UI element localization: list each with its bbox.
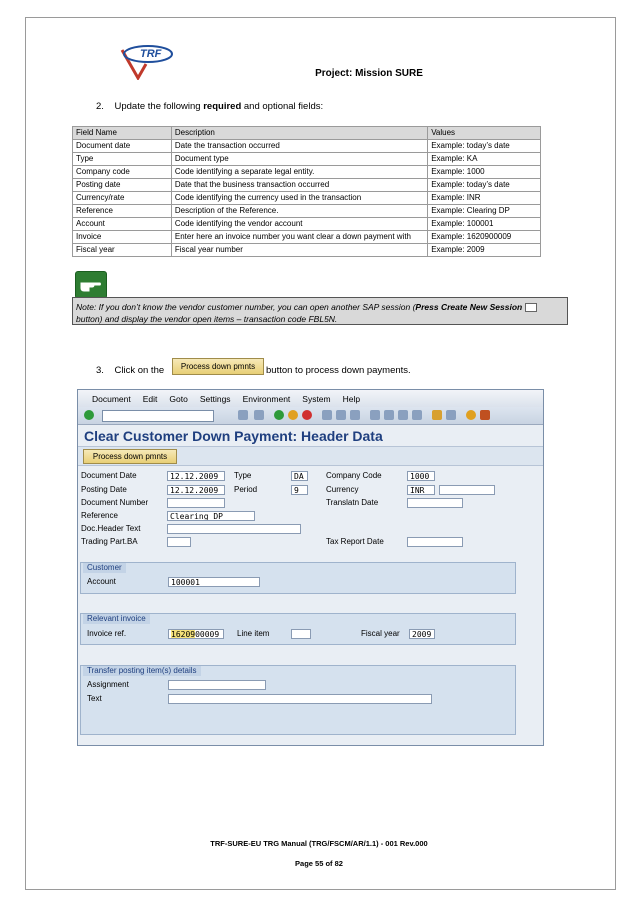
currency-input[interactable]: INR	[407, 485, 435, 495]
invoice-ref-label: Invoice ref.	[87, 629, 127, 638]
note-text-bold: Press Create New Session	[415, 302, 523, 312]
table-cell: Description of the Reference.	[171, 205, 427, 218]
tax-report-date-input[interactable]	[407, 537, 463, 547]
table-row	[73, 192, 541, 205]
table-cell: Example: today’s date	[428, 140, 541, 153]
process-down-pmnts-button-image: Process down pmnts	[172, 358, 264, 375]
invoice-ref-highlight: 16209	[171, 630, 196, 639]
table-cell: Code identifying the vendor account	[171, 218, 427, 231]
table-header-row	[73, 127, 541, 140]
project-title: Project: Mission SURE	[315, 68, 423, 79]
document-number-input[interactable]	[167, 498, 225, 508]
relevant-invoice-group-title: Relevant invoice	[83, 614, 150, 624]
table-cell: Example: 100001	[428, 218, 541, 231]
table-cell: Date the transaction occurred	[171, 140, 427, 153]
exit-icon[interactable]	[288, 410, 298, 420]
sap-screen-title: Clear Customer Down Payment: Header Data	[84, 428, 383, 444]
menu-item-system[interactable]: System	[302, 393, 331, 404]
command-field[interactable]	[102, 410, 214, 422]
type-label: Type	[234, 471, 252, 480]
sap-screenshot	[77, 389, 544, 746]
column-header: Values	[428, 127, 541, 140]
trading-part-label: Trading Part.BA	[81, 537, 138, 546]
table-row	[73, 231, 541, 244]
table-row	[73, 244, 541, 257]
save-icon[interactable]	[254, 410, 264, 420]
layout-icon[interactable]	[480, 410, 490, 420]
back-arrow-icon[interactable]	[238, 410, 248, 420]
first-page-icon[interactable]	[370, 410, 380, 420]
table-cell: Example: 2009	[428, 244, 541, 257]
column-header: Description	[171, 127, 427, 140]
account-label: Account	[87, 577, 116, 586]
line-item-label: Line item	[237, 629, 270, 638]
last-page-icon[interactable]	[412, 410, 422, 420]
menu-item-goto[interactable]: Goto	[169, 393, 188, 404]
enter-icon[interactable]	[84, 410, 94, 420]
translatn-date-input[interactable]	[407, 498, 463, 508]
company-code-input[interactable]: 1000	[407, 471, 435, 481]
tax-report-date-label: Tax Report Date	[326, 537, 384, 546]
reference-label: Reference	[81, 511, 118, 520]
table-cell: Example: Clearing DP	[428, 205, 541, 218]
table-cell: Enter here an invoice number you want clear a down payment with	[171, 231, 427, 244]
type-input[interactable]: DA	[291, 471, 308, 481]
step-text: and optional fields:	[241, 101, 324, 112]
logo-text: TRF	[140, 48, 162, 60]
line-item-input[interactable]	[291, 629, 311, 639]
currency-label: Currency	[326, 485, 359, 494]
back-icon[interactable]	[274, 410, 284, 420]
table-cell: Fiscal year	[73, 244, 172, 257]
note-box	[72, 297, 568, 325]
assignment-label: Assignment	[87, 680, 129, 689]
step-text: Click on the	[114, 365, 165, 376]
table-cell: Currency/rate	[73, 192, 172, 205]
step-text-bold: required	[203, 101, 242, 112]
table-cell: Code identifying the currency used in the transaction	[171, 192, 427, 205]
customer-group	[80, 562, 516, 594]
document-date-label: Document Date	[81, 471, 137, 480]
customer-group-title: Customer	[83, 563, 126, 573]
document-number-label: Document Number	[81, 498, 149, 507]
table-row	[73, 166, 541, 179]
exchange-rate-input[interactable]	[439, 485, 495, 495]
doc-header-text-label: Doc.Header Text	[81, 524, 141, 533]
assignment-input[interactable]	[168, 680, 266, 690]
table-cell: Example: 1620900009	[428, 231, 541, 244]
company-code-label: Company Code	[326, 471, 382, 480]
footer-page-number: Page 55 of 82	[295, 859, 343, 868]
step-3-instruction	[96, 365, 164, 376]
invoice-ref-input[interactable]	[168, 629, 224, 639]
fiscal-year-label: Fiscal year	[361, 629, 400, 638]
table-cell: Document type	[171, 153, 427, 166]
period-input[interactable]: 9	[291, 485, 308, 495]
posting-date-label: Posting Date	[81, 485, 127, 494]
menu-item-document[interactable]: Document	[92, 393, 131, 404]
step-number: 3.	[96, 365, 104, 376]
note-text: button) and display the vendor open items – transaction code FBL5N.	[76, 314, 338, 324]
field-table	[72, 126, 541, 257]
menu-item-help[interactable]: Help	[342, 393, 361, 404]
table-cell: Date that the business transaction occurred	[171, 179, 427, 192]
invoice-ref-rest: 00009	[195, 630, 220, 639]
cancel-icon[interactable]	[302, 410, 312, 420]
table-cell: Company code	[73, 166, 172, 179]
table-row	[73, 205, 541, 218]
fiscal-year-input[interactable]: 2009	[409, 629, 435, 639]
doc-header-text-input[interactable]	[167, 524, 301, 534]
step-text: Update the following	[114, 101, 204, 112]
menu-item-settings[interactable]: Settings	[199, 393, 231, 404]
sap-menu-bar	[78, 390, 543, 407]
reference-input[interactable]: Clearing DP	[167, 511, 255, 521]
next-page-icon[interactable]	[398, 410, 408, 420]
sap-toolbar	[78, 407, 543, 425]
find-icon[interactable]	[336, 410, 346, 420]
document-date-input[interactable]: 12.12.2009	[167, 471, 225, 481]
previous-page-icon[interactable]	[384, 410, 394, 420]
new-session-icon[interactable]	[432, 410, 442, 420]
table-cell: Account	[73, 218, 172, 231]
print-icon[interactable]	[322, 410, 332, 420]
table-cell: Example: INR	[428, 192, 541, 205]
table-row	[73, 218, 541, 231]
step-number: 2.	[96, 101, 104, 112]
process-down-pmnts-button[interactable]: Process down pmnts	[83, 449, 177, 464]
text-label: Text	[87, 694, 102, 703]
table-cell: Example: 1000	[428, 166, 541, 179]
menu-item-edit[interactable]: Edit	[142, 393, 158, 404]
table-cell: Type	[73, 153, 172, 166]
period-label: Period	[234, 485, 258, 494]
shortcut-icon[interactable]	[446, 410, 456, 420]
posting-date-input[interactable]: 12.12.2009	[167, 485, 225, 495]
note-text: Note: If you don’t know the vendor customer number, you can open another SAP session (	[76, 302, 416, 312]
transfer-posting-group	[80, 665, 516, 735]
text-input[interactable]	[168, 694, 432, 704]
new-session-icon	[525, 303, 537, 312]
footer-document-id: TRF-SURE-EU TRG Manual (TRG/FSCM/AR/1.1) - 001 Rev.000	[210, 839, 428, 848]
pointing-hand-icon	[75, 271, 107, 299]
table-cell: Example: KA	[428, 153, 541, 166]
account-input[interactable]: 100001	[168, 577, 260, 587]
find-next-icon[interactable]	[350, 410, 360, 420]
trading-part-input[interactable]	[167, 537, 191, 547]
step-text: button to process down payments.	[266, 365, 411, 376]
table-row	[73, 140, 541, 153]
step-2-instruction	[96, 101, 323, 112]
table-cell: Invoice	[73, 231, 172, 244]
menu-item-environment[interactable]: Environment	[242, 393, 291, 404]
help-icon[interactable]	[466, 410, 476, 420]
transfer-posting-group-title: Transfer posting item(s) details	[83, 666, 201, 676]
relevant-invoice-group	[80, 613, 516, 645]
column-header: Field Name	[73, 127, 172, 140]
table-cell: Reference	[73, 205, 172, 218]
table-cell: Code identifying a separate legal entity.	[171, 166, 427, 179]
table-cell: Example: today’s date	[428, 179, 541, 192]
table-row	[73, 179, 541, 192]
table-cell: Fiscal year number	[171, 244, 427, 257]
sap-application-toolbar	[78, 446, 543, 466]
table-row	[73, 153, 541, 166]
table-cell: Posting date	[73, 179, 172, 192]
table-cell: Document date	[73, 140, 172, 153]
translatn-date-label: Translatn Date	[326, 498, 379, 507]
